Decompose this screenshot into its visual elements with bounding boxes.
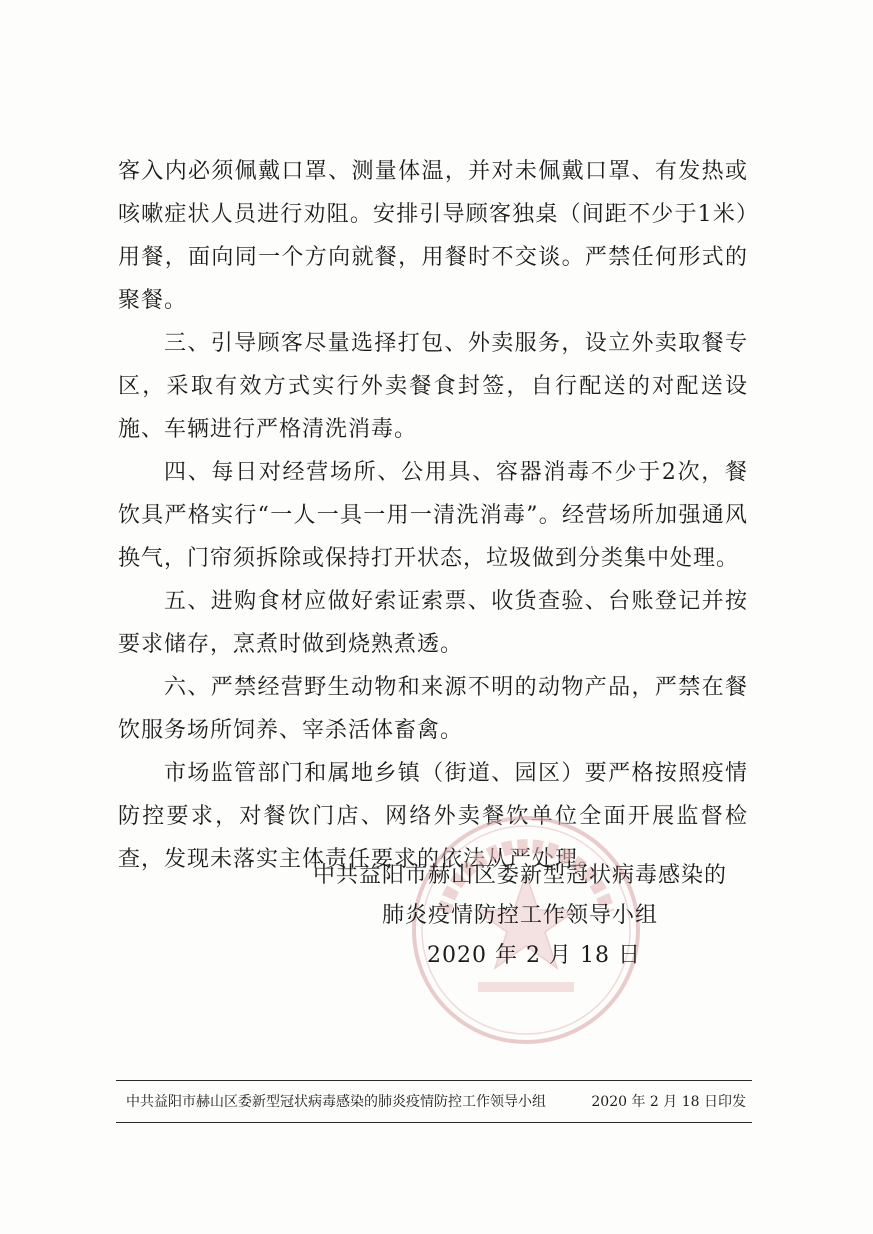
paragraph-3: 四、每日对经营场所、公用具、容器消毒不少于2次，餐饮具严格实行“一人一具一用一清洗消毒”。经营场所加强通风换气，门帘须拆除或保持打开状态，垃圾做到分类集中处理。 (118, 460, 748, 571)
signature-organization-line-2: 肺炎疫情防控工作领导小组 (381, 903, 658, 928)
paragraph-6: 市场监管部门和属地乡镇（街道、园区）要严格按照疫情防控要求，对餐饮门店、网络外卖餐饮单位全面开展监督检查，发现未落实主体责任要求的依法从严处理。 (118, 761, 748, 872)
paragraph-1: 客入内必须佩戴口罩、测量体温，并对未佩戴口罩、有发热或咳嗽症状人员进行劝阻。安排引导顾客独桌（间距不少于1米）用餐，面向同一个方向就餐，用餐时不交谈。严禁任何形式的聚餐。 (118, 159, 748, 313)
signature-block (300, 856, 740, 976)
paragraph-2: 三、引导顾客尽量选择打包、外卖服务，设立外卖取餐专区，采取有效方式实行外卖餐食封签，自行配送的对配送设施、车辆进行严格清洗消毒。 (118, 331, 748, 442)
footer-print-date: 2020 年 2 月 18 日印发 (591, 1094, 746, 1110)
signature-organization-line-1: 中共益阳市赫山区委新型冠状病毒感染的 (312, 863, 727, 888)
footer (126, 1089, 746, 1115)
signature-date: 2020 年 2 月 18 日 (427, 943, 641, 968)
paragraph-5: 六、严禁经营野生动物和来源不明的动物产品，严禁在餐饮服务场所饲养、宰杀活体畜禽。 (118, 675, 748, 743)
footer-top-rule (116, 1080, 752, 1081)
footer-bottom-rule (116, 1122, 752, 1123)
document-body (118, 150, 748, 881)
footer-organization: 中共益阳市赫山区委新型冠状病毒感染的肺炎疫情防控工作领导小组 (126, 1094, 546, 1110)
paragraph-4: 五、进购食材应做好索证索票、收货查验、台账登记并按要求储存，烹煮时做到烧熟煮透。 (118, 589, 748, 657)
